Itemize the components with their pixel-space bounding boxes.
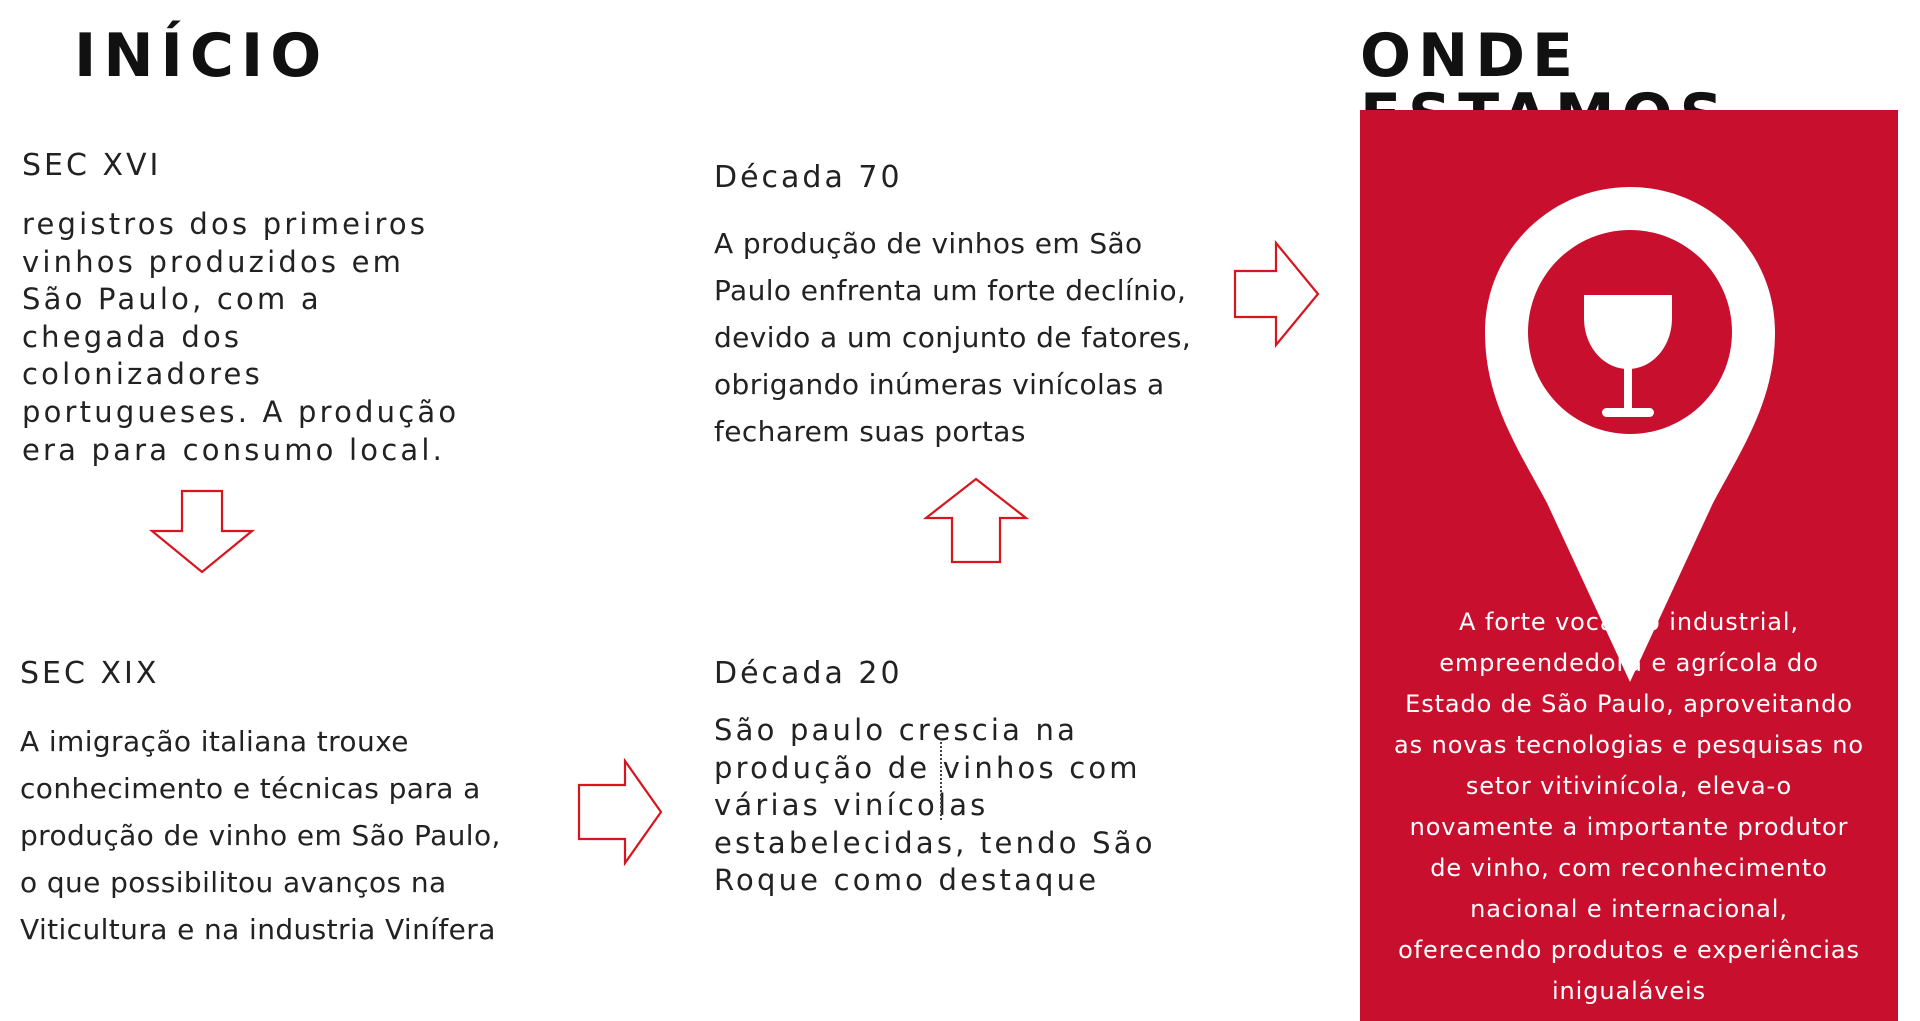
text-cursor-mark <box>940 738 942 820</box>
sec-xvi-label: SEC XVI <box>22 148 162 183</box>
onde-estamos-text: A forte vocação industrial, empreendedora e agrícola do Estado de São Paulo, aproveitando as novas tecnologias e pesquisas no setor vitivinícola, eleva-o novamente a importante produtor de vinho, com reconhecimento nacional e internacional, oferecendo produtos e experiências inigualáveis <box>1394 608 1864 1005</box>
timeline-decada-20 <box>714 640 1254 919</box>
onde-estamos-panel <box>1360 110 1898 1021</box>
decada-70-text: A produção de vinhos em São Paulo enfrenta um forte declínio, devido a um conjunto de fatores, obrigando inúmeras vinícolas a fecharem suas portas <box>714 227 1192 448</box>
decada-20-label: Década 20 <box>714 656 903 691</box>
sec-xix-text: A imigração italiana trouxe conhecimento e técnicas para a produção de vinho em São Paulo, o que possibilitou avanços na Viticultura e na industria Vinífera <box>20 725 501 946</box>
sec-xvi-text: registros dos primeiros vinhos produzidos em São Paulo, com a chegada dos colonizadores portugueses. A produção era para consumo local. <box>22 207 460 467</box>
decada-20-text: São paulo crescia na produção de vinhos com várias vinícolas estabelecidas, tendo São Roque como destaque <box>714 713 1156 898</box>
arrow-right-icon <box>1232 240 1322 348</box>
timeline-decada-70 <box>714 144 1254 474</box>
arrow-right-icon <box>576 758 666 866</box>
timeline-sec-xvi <box>22 132 502 488</box>
arrow-up-icon <box>922 476 1030 566</box>
arrow-down-icon <box>146 488 258 576</box>
heading-inicio: INÍCIO <box>74 21 329 91</box>
sec-xix-label: SEC XIX <box>20 656 160 691</box>
heading-onde-estamos: ONDE <box>1360 21 1581 91</box>
timeline-sec-xix <box>20 640 560 972</box>
decada-70-label: Década 70 <box>714 160 903 195</box>
